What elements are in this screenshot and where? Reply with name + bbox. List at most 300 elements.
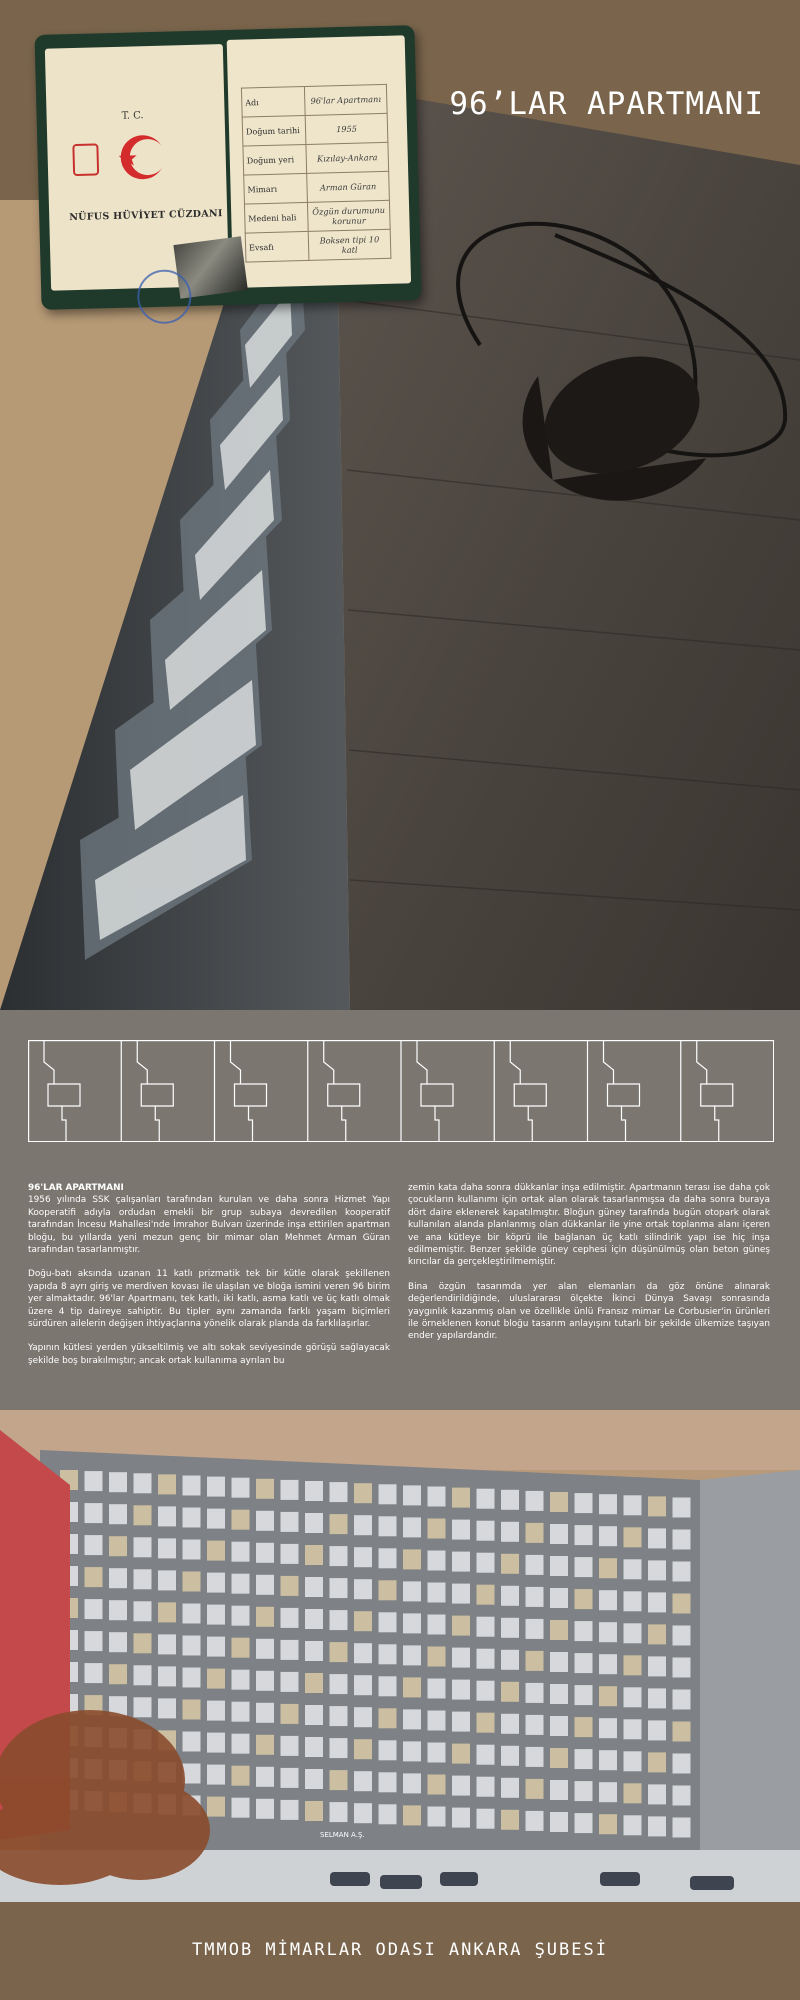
window [232, 1670, 250, 1690]
paragraph: Yapının kütlesi yerden yükseltilmiş ve altı sokak seviyesinde görüşü sağlayacak şekilde boş bırakılmıştır; ancak ortak kullanıma ayrılan bu [28, 1343, 390, 1366]
plan-module [231, 1041, 267, 1141]
window [648, 1720, 666, 1740]
window [452, 1648, 470, 1668]
id-row [244, 171, 390, 204]
plan-module [417, 1041, 453, 1141]
window [207, 1573, 225, 1593]
window [379, 1804, 397, 1824]
id-card-table [241, 84, 392, 263]
window [354, 1483, 372, 1503]
window [354, 1643, 372, 1663]
window [575, 1717, 593, 1737]
window [526, 1747, 544, 1767]
window [207, 1605, 225, 1625]
window [379, 1740, 397, 1760]
description-right-column [408, 1182, 770, 1355]
window [673, 1594, 691, 1614]
window [256, 1543, 274, 1563]
window [673, 1786, 691, 1806]
window [305, 1545, 323, 1565]
window [550, 1492, 568, 1512]
window [305, 1609, 323, 1629]
id-card-country: T. C. [121, 110, 144, 122]
window [281, 1768, 299, 1788]
window [305, 1577, 323, 1597]
window [207, 1509, 225, 1529]
window [624, 1751, 642, 1771]
window [575, 1589, 593, 1609]
window [85, 1503, 103, 1523]
window [379, 1516, 397, 1536]
window [109, 1504, 127, 1524]
id-value: 1955 [305, 113, 388, 144]
window [526, 1491, 544, 1511]
window [183, 1508, 201, 1528]
window [624, 1591, 642, 1611]
window [599, 1590, 617, 1610]
window [281, 1800, 299, 1820]
crescent-star-icon [107, 127, 169, 189]
window [648, 1784, 666, 1804]
window [256, 1511, 274, 1531]
window [207, 1765, 225, 1785]
id-row [241, 84, 387, 117]
plan-module [137, 1041, 173, 1141]
window [85, 1663, 103, 1683]
window [330, 1674, 348, 1694]
window [575, 1653, 593, 1673]
window [550, 1716, 568, 1736]
window [624, 1815, 642, 1835]
id-value: Özgün durumunu korunur [307, 200, 390, 231]
window [673, 1818, 691, 1838]
window [232, 1702, 250, 1722]
window [134, 1697, 152, 1717]
window [232, 1574, 250, 1594]
window [158, 1538, 176, 1558]
window [550, 1748, 568, 1768]
window [305, 1481, 323, 1501]
window [403, 1805, 421, 1825]
id-label: Doğum tarihi [242, 115, 306, 146]
window [526, 1587, 544, 1607]
window [281, 1544, 299, 1564]
window [354, 1675, 372, 1695]
window [550, 1684, 568, 1704]
window [428, 1519, 446, 1539]
window [477, 1649, 495, 1669]
window [452, 1776, 470, 1796]
window [330, 1770, 348, 1790]
window [526, 1811, 544, 1831]
window [134, 1601, 152, 1621]
window [207, 1541, 225, 1561]
window [305, 1737, 323, 1757]
window [305, 1513, 323, 1533]
window [452, 1680, 470, 1700]
window [109, 1536, 127, 1556]
window [673, 1562, 691, 1582]
window [477, 1617, 495, 1637]
window [648, 1528, 666, 1548]
id-value: Boksen tipi 10 katl [308, 229, 391, 260]
window [256, 1575, 274, 1595]
id-label: Adı [241, 86, 305, 117]
window [624, 1687, 642, 1707]
window [575, 1749, 593, 1769]
window [305, 1673, 323, 1693]
window [550, 1780, 568, 1800]
window [501, 1522, 519, 1542]
id-label: Doğum yeri [243, 144, 307, 175]
window [501, 1618, 519, 1638]
window [354, 1771, 372, 1791]
window [256, 1607, 274, 1627]
paragraph: Bina özgün tasarımda yer alan elemanları da göz önüne alınarak değerlendirildiğinde, uluslararası ölçekte İkinci Dünya Savaşı sonrasında yaygınlık kazanmış olan ve özellikle ünlü Fransız mimar Le Corbusier'in ürünleri ile örneklenen konut bloğu tasarım anlayışını tutarlı bir şekilde ülkemize taşıyan ender yapılardandır. [408, 1281, 770, 1342]
window [330, 1642, 348, 1662]
window [428, 1583, 446, 1603]
window [109, 1472, 127, 1492]
window [648, 1688, 666, 1708]
window [624, 1623, 642, 1643]
plan-module [510, 1041, 546, 1141]
window [330, 1738, 348, 1758]
window [477, 1489, 495, 1509]
window [330, 1482, 348, 1502]
window [501, 1714, 519, 1734]
paragraph: 1956 yılında SSK çalışanları tarafından kurulan ve daha sonra Hizmet Yapı Kooperatifi adıyla ordudan emekli bir grup subaya devredilen kooperatif tarafından İncesu Mahallesi'nde İmrahor Bulvarı üzerinde inşa ettirilen apartman bloğu, bu yıllarda yeni mezun genç bir mimar olan Mehmet Arman Güran tarafından tasarlanmıştır. [28, 1195, 390, 1256]
window [403, 1485, 421, 1505]
id-row [243, 142, 389, 175]
window [673, 1722, 691, 1742]
floor-plan-diagram [28, 1040, 774, 1142]
window [109, 1568, 127, 1588]
window [501, 1682, 519, 1702]
window [526, 1715, 544, 1735]
window [575, 1493, 593, 1513]
window [428, 1679, 446, 1699]
id-value: Kızılay-Ankara [306, 142, 389, 173]
window [477, 1553, 495, 1573]
window [158, 1666, 176, 1686]
window [134, 1665, 152, 1685]
window [648, 1560, 666, 1580]
window [526, 1619, 544, 1639]
window [207, 1477, 225, 1497]
window [477, 1585, 495, 1605]
window [599, 1686, 617, 1706]
id-label: Medeni hali [244, 202, 308, 233]
text-heading: 96'LAR APARTMANI [28, 1183, 124, 1193]
window [158, 1474, 176, 1494]
window [256, 1703, 274, 1723]
window [232, 1638, 250, 1658]
window [575, 1557, 593, 1577]
window [281, 1736, 299, 1756]
window [354, 1803, 372, 1823]
window [354, 1739, 372, 1759]
window [428, 1487, 446, 1507]
window [648, 1752, 666, 1772]
window [183, 1700, 201, 1720]
window [109, 1632, 127, 1652]
window [403, 1773, 421, 1793]
id-value: 96'lar Apartmanı [304, 84, 387, 115]
window [599, 1494, 617, 1514]
window [477, 1809, 495, 1829]
window [501, 1554, 519, 1574]
window [673, 1658, 691, 1678]
window [330, 1514, 348, 1534]
window [281, 1640, 299, 1660]
window [85, 1567, 103, 1587]
window [599, 1750, 617, 1770]
window [85, 1535, 103, 1555]
window [575, 1813, 593, 1833]
plan-module [44, 1041, 80, 1141]
shop-sign: SELMAN A.Ş. [320, 1831, 365, 1839]
window [379, 1708, 397, 1728]
window [452, 1488, 470, 1508]
window [232, 1478, 250, 1498]
window [158, 1602, 176, 1622]
window [85, 1471, 103, 1491]
id-value: Arman Güran [307, 171, 390, 202]
window [109, 1664, 127, 1684]
window [624, 1495, 642, 1515]
window [379, 1676, 397, 1696]
window [134, 1473, 152, 1493]
window [648, 1816, 666, 1836]
window [673, 1498, 691, 1518]
footer-band [0, 1902, 800, 2000]
window [550, 1588, 568, 1608]
seal-icon [72, 143, 99, 176]
window [550, 1812, 568, 1832]
window [354, 1515, 372, 1535]
window [673, 1530, 691, 1550]
window [379, 1548, 397, 1568]
window [330, 1802, 348, 1822]
window [305, 1641, 323, 1661]
window [158, 1506, 176, 1526]
window [183, 1572, 201, 1592]
window [158, 1698, 176, 1718]
window [379, 1612, 397, 1632]
window [501, 1778, 519, 1798]
window [526, 1779, 544, 1799]
window [281, 1672, 299, 1692]
window [207, 1733, 225, 1753]
window [501, 1650, 519, 1670]
window [673, 1754, 691, 1774]
window [428, 1615, 446, 1635]
window [599, 1558, 617, 1578]
window [477, 1521, 495, 1541]
window [379, 1772, 397, 1792]
page-title: 96’LAR APARTMANI [449, 86, 764, 122]
window [183, 1540, 201, 1560]
window [575, 1781, 593, 1801]
window [305, 1801, 323, 1821]
window [158, 1634, 176, 1654]
window [452, 1712, 470, 1732]
window [330, 1546, 348, 1566]
id-card-heading: NÜFUS HÜVİYET CÜZDANI [69, 208, 223, 224]
window [452, 1744, 470, 1764]
window [281, 1576, 299, 1596]
window [305, 1769, 323, 1789]
window [550, 1524, 568, 1544]
window [183, 1636, 201, 1656]
id-card [34, 25, 421, 310]
window [403, 1709, 421, 1729]
window [330, 1610, 348, 1630]
window [575, 1685, 593, 1705]
window [281, 1608, 299, 1628]
window [673, 1690, 691, 1710]
window [256, 1479, 274, 1499]
window [648, 1624, 666, 1644]
window [599, 1782, 617, 1802]
id-label: Evsafı [245, 231, 309, 262]
id-row [242, 113, 388, 146]
window [477, 1681, 495, 1701]
window [403, 1549, 421, 1569]
window [256, 1671, 274, 1691]
footer-text: TMMOB MİMARLAR ODASI ANKARA ŞUBESİ [192, 1940, 608, 1960]
window [305, 1705, 323, 1725]
window [183, 1764, 201, 1784]
window [575, 1621, 593, 1641]
window [501, 1490, 519, 1510]
window [403, 1677, 421, 1697]
window [281, 1512, 299, 1532]
window [550, 1556, 568, 1576]
window [403, 1517, 421, 1537]
window [354, 1707, 372, 1727]
window [428, 1711, 446, 1731]
window [526, 1523, 544, 1543]
window [109, 1600, 127, 1620]
window [379, 1484, 397, 1504]
window [232, 1510, 250, 1530]
paragraph: zemin kata daha sonra dükkanlar inşa edilmiştir. Apartmanın terası ise daha çok çocukların kullanımı için ortak alan olarak tasarlanmışsa da daha sonra buraya dört daire eklenerek kapatılmıştır. Bloğun güney tarafında bugün otopark olarak kullanılan alanda planlanmış olan dükkanlar ile yine ortak toplanma alanı içeren ve ana kütleye bir köprü ile bağlanan üç katlı silindirik yapı ise hiç inşa edilmemiştir. Benzer şekilde güney cephesi için düşünülmüş olan beton güneş kırıcılar da gerçekleştirilmemiştir. [408, 1183, 770, 1268]
window [428, 1807, 446, 1827]
plan-module [604, 1041, 640, 1141]
window [207, 1701, 225, 1721]
window [281, 1480, 299, 1500]
window [599, 1814, 617, 1834]
window [477, 1777, 495, 1797]
paragraph: Doğu-batı aksında uzanan 11 katlı prizmatik tek bir kütle olarak şekillenen yapıda 8 ayrı giriş ve merdiven kovası ile ulaşılan ve bloğa ismini veren 96 birim yer almaktadır. 96'lar Apartmanı, tek katlı, iki katlı, asma katlı ve üç katlı olmak üzere 4 tip daireye sahiptir. Bu tipler aynı zamanda farklı yaşam biçimleri sürdüren ailelerin değişen ihtiyaçlarına yönelik olarak planda da farklılaşırlar. [28, 1269, 390, 1330]
window [183, 1476, 201, 1496]
window [648, 1496, 666, 1516]
window [477, 1745, 495, 1765]
window [428, 1775, 446, 1795]
window [281, 1704, 299, 1724]
window [85, 1631, 103, 1651]
window [624, 1559, 642, 1579]
window [452, 1520, 470, 1540]
window [256, 1767, 274, 1787]
window [403, 1613, 421, 1633]
window [158, 1570, 176, 1590]
window [183, 1732, 201, 1752]
window [232, 1798, 250, 1818]
window [624, 1655, 642, 1675]
id-row [244, 200, 390, 233]
id-row [245, 229, 391, 262]
window [330, 1578, 348, 1598]
window [256, 1799, 274, 1819]
window [403, 1581, 421, 1601]
window [232, 1734, 250, 1754]
window [624, 1527, 642, 1547]
window [134, 1633, 152, 1653]
window [648, 1656, 666, 1676]
window [207, 1797, 225, 1817]
window [330, 1706, 348, 1726]
window [599, 1654, 617, 1674]
window [379, 1580, 397, 1600]
window [379, 1644, 397, 1664]
window [232, 1766, 250, 1786]
window [403, 1645, 421, 1665]
window [428, 1647, 446, 1667]
window [256, 1639, 274, 1659]
window [477, 1713, 495, 1733]
window [232, 1542, 250, 1562]
window [501, 1746, 519, 1766]
id-label: Mimarı [244, 173, 308, 204]
window [526, 1555, 544, 1575]
window [599, 1718, 617, 1738]
window [575, 1525, 593, 1545]
window [183, 1668, 201, 1688]
description-left-column [28, 1182, 390, 1379]
window [403, 1741, 421, 1761]
window [354, 1547, 372, 1567]
window [550, 1620, 568, 1640]
window [648, 1592, 666, 1612]
window [452, 1808, 470, 1828]
window [526, 1651, 544, 1671]
window [85, 1599, 103, 1619]
window [452, 1584, 470, 1604]
window [183, 1604, 201, 1624]
plan-module [324, 1041, 360, 1141]
window [354, 1579, 372, 1599]
window [624, 1783, 642, 1803]
window [134, 1569, 152, 1589]
window [207, 1637, 225, 1657]
window [207, 1669, 225, 1689]
window [428, 1743, 446, 1763]
plan-module [697, 1041, 733, 1141]
window [599, 1622, 617, 1642]
window [428, 1551, 446, 1571]
window [134, 1505, 152, 1525]
window [134, 1537, 152, 1557]
window [452, 1616, 470, 1636]
window [526, 1683, 544, 1703]
window [354, 1611, 372, 1631]
window [673, 1626, 691, 1646]
window [550, 1652, 568, 1672]
window [256, 1735, 274, 1755]
window [232, 1606, 250, 1626]
